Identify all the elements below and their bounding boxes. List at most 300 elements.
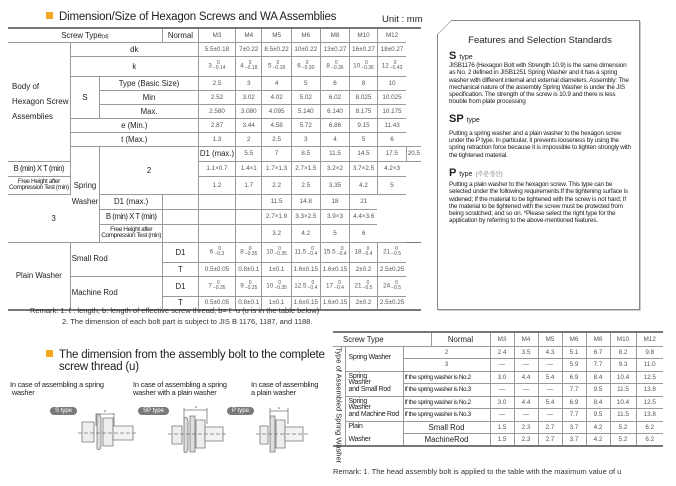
folded-corner-icon [437, 20, 451, 34]
tol-cell [198, 276, 235, 296]
tol-nominal: 8 [326, 62, 330, 70]
cell: 4.3 [538, 346, 562, 359]
s-type-heading: S type [449, 50, 473, 62]
tol-cell [291, 56, 320, 76]
cell: — [490, 359, 514, 372]
cell: 4.02 [262, 90, 291, 104]
cell [198, 224, 235, 242]
size-header: M12 [636, 332, 663, 346]
tol-cell [350, 56, 378, 76]
cell: 4.58 [262, 118, 291, 132]
cell: 2.5±0.25 [377, 262, 406, 276]
cell: 5.1 [562, 346, 586, 359]
cell: 11.5 [320, 146, 349, 161]
sp-type-bolt-icon [168, 408, 228, 453]
size-header: M8 [586, 332, 610, 346]
cell: 3.7 [562, 421, 586, 434]
header-row [8, 28, 421, 42]
cell: 4.2×3 [377, 161, 406, 176]
cell: 7.7 [562, 384, 586, 397]
u-header-row [333, 332, 663, 346]
features-title: Features and Selection Standards [468, 35, 612, 46]
row-plain-small-d1 [8, 242, 421, 262]
cell: 9.5 [586, 384, 610, 397]
tol-nominal: 10 [266, 248, 274, 256]
cell: 5.2 [610, 421, 636, 434]
tol-cell [262, 56, 291, 76]
size-header: M3 [490, 332, 514, 346]
cell: 13.8 [636, 384, 663, 397]
cell: — [514, 409, 538, 422]
label-t: T [163, 262, 199, 276]
u-side-label: Type of Assembled Spring Washer [334, 346, 344, 463]
cell: 8.025 [350, 90, 378, 104]
tol-cell [198, 56, 235, 76]
cell: 2.5 [198, 76, 235, 90]
tol-cell [320, 242, 349, 262]
label-s-min: Min [100, 90, 199, 104]
cell: 10.175 [377, 104, 406, 118]
tol-limits: 0 −0.18 [244, 60, 258, 71]
size-header: M3 [198, 28, 235, 42]
label-s: S [70, 76, 100, 118]
cell: — [490, 409, 514, 422]
u-small-rod: Small Rod [403, 421, 490, 434]
tol-cell [320, 276, 349, 296]
label-s-type: Type (Basic Size) [100, 76, 199, 90]
cell: 1.6±0.15 [320, 262, 349, 276]
cell: 3.0 [490, 371, 514, 384]
size-header: M5 [262, 28, 291, 42]
cell: 1.2 [198, 176, 235, 194]
label-free-height: Free Height after Compression Test (min) [8, 176, 70, 194]
cell: 8.2 [610, 346, 636, 359]
cell: 14.8 [291, 194, 320, 209]
label-d1: D1 (max.) [198, 146, 235, 161]
size-header: M6 [291, 28, 320, 42]
cell: 10.025 [377, 90, 406, 104]
tol-cell [262, 242, 291, 262]
u-normal-header: Normal [431, 332, 490, 346]
tol-nominal: 11.5 [294, 248, 307, 256]
label-d1: D1 [163, 276, 199, 296]
tol-nominal: 7 [208, 282, 212, 290]
tol-nominal: 6 [297, 62, 301, 70]
cell: 3.7×2.5 [350, 161, 378, 176]
cell: 6 [350, 224, 378, 242]
cell: 4 [320, 132, 349, 146]
cell [198, 209, 235, 224]
u-screw-type-header: Screw Type [333, 332, 431, 346]
cell: 8.4 [586, 396, 610, 409]
cell: 6.2 [636, 421, 663, 434]
tol-limits: 0 −0.4 [336, 246, 347, 257]
cell: 11.0 [636, 359, 663, 372]
cell [163, 209, 199, 224]
cell: — [514, 384, 538, 397]
tol-nominal: 8 [240, 248, 244, 256]
section-title-u: The dimension from the assembly bolt to the complete screw thread (u) [46, 349, 325, 373]
cell: 16±0.27 [350, 42, 378, 56]
cell: 5 [291, 76, 320, 90]
tol-nominal: 24 [383, 282, 391, 290]
cell: 2.52 [198, 90, 235, 104]
u-mark: u [195, 404, 198, 409]
cell: 9.15 [350, 118, 378, 132]
sp-type-heading: SP type [449, 112, 480, 125]
cell: 4 [262, 76, 291, 90]
cell: 4.4 [514, 371, 538, 384]
cell [236, 209, 262, 224]
label-d1: D1 [163, 242, 199, 262]
tol-cell [198, 242, 235, 262]
cell: 5.4 [538, 371, 562, 384]
tol-limits: 0 −0.4 [334, 280, 344, 291]
u-row [333, 421, 663, 434]
u-row [333, 396, 663, 409]
tol-nominal: 10 [266, 282, 274, 290]
s-type-text: JISB1176 (Hexagon Bolt with Strength 10.9) is the same dimension as No. 2 defined in JISB1251 Spring Washer and it has a spring washer with different internal and external diameters. Assembly: The mechanical nature of the assembly Spring Washer is under the JIS specification. The strength of the screw is 10.9 and there is less trouble from plate processing [449, 62, 629, 106]
cell [163, 224, 199, 242]
u-condition: If the spring washer is No.2 [403, 371, 490, 384]
tol-nominal: 6 [209, 248, 214, 256]
section-title-text: Dimension/Size of Hexagon Screws and WA Assemblies [59, 11, 337, 23]
tol-limits: 0 −0.5 [391, 246, 401, 257]
cell: 1.7 [236, 176, 262, 194]
row-k [8, 56, 421, 76]
cell: 1.6±0.15 [291, 262, 320, 276]
tol-cell [236, 242, 262, 262]
cell: 5.140 [291, 104, 320, 118]
tol-cell [377, 242, 406, 262]
u-row [333, 346, 663, 359]
cell: 7.7 [586, 359, 610, 372]
tol-limits: 0 −0.36 [361, 60, 374, 71]
p-type-heading: P type (주문생산) [449, 166, 503, 179]
u-sw-machine-label: Spring Washer and Machine Rod [345, 396, 403, 421]
cell [236, 194, 262, 209]
cell: 5.4 [538, 396, 562, 409]
tol-cell [291, 276, 320, 296]
p-type-text: Putting a plain washer to the hexagon screw. This type can be selected under the following requirements:If the tightening surface is widened; If the material to be tightened with the screw is not hard; If the material to be tightened with the screw must be protected from being scratched; and so on. *Please select the right type for the application by referring to the above-mentioned features. [449, 180, 628, 225]
cell: 2.7 [538, 434, 562, 447]
tol-limits: 0 −0.35 [212, 280, 226, 291]
normal-header: Normal [163, 28, 199, 42]
remark-1: Remark: 1. ℓ : length, b: length of effective screw thread, b= ℓ -u (u is in the table below) [30, 306, 320, 315]
cell: 6.2 [636, 434, 663, 447]
cell: 3.02 [236, 90, 262, 104]
label-bt: B (min) X T (min) [100, 209, 163, 224]
features-panel [437, 20, 640, 310]
row-spring3-d1 [8, 194, 421, 209]
bolt-diagrams [0, 380, 330, 460]
cell: 5 [377, 176, 406, 194]
tol-limits: 0 −0.4 [307, 246, 318, 257]
cell: 10.4 [610, 396, 636, 409]
group-body-of-hexagon: Body of Hexagon Screw Assemblies [8, 42, 70, 161]
cell: 1.4×1 [236, 161, 262, 176]
size-header: M8 [320, 28, 349, 42]
u-mark: u [278, 405, 281, 410]
tol-nominal: 17 [326, 282, 334, 290]
tol-cell [377, 56, 406, 76]
cell: 2.4 [490, 346, 514, 359]
label-s-max: Max. [100, 104, 199, 118]
cell: 0.5±0.05 [198, 262, 235, 276]
cell: 3 [291, 132, 320, 146]
tol-nominal: 21 [383, 248, 391, 256]
pill-s-type: S type [50, 407, 77, 415]
cell: 2.7×1.9 [262, 209, 291, 224]
tol-limits: 0 −0.35 [244, 280, 258, 291]
cell: 13±0.27 [320, 42, 349, 56]
cell: 12.5 [636, 396, 663, 409]
cell: 2.3 [514, 434, 538, 447]
pill-sp-type: SP type [138, 407, 169, 415]
cell: 10.4 [610, 371, 636, 384]
tol-nominal: 18 [354, 248, 362, 256]
dimension-table [8, 27, 421, 311]
cell [236, 224, 262, 242]
spring-no-2: 2 [100, 146, 199, 194]
label-d1: D1 (max.) [100, 194, 163, 209]
cell: 12.5 [636, 371, 663, 384]
cell: 0.5±0.05 [198, 296, 235, 310]
size-header: M5 [538, 332, 562, 346]
cell: 2.580 [198, 104, 235, 118]
tol-limits: 0 −0.36 [330, 60, 344, 71]
cell: 7.7 [562, 409, 586, 422]
label-e-min: e (Min.) [70, 118, 198, 132]
tol-cell [377, 276, 406, 296]
cell: 18±0.27 [377, 42, 406, 56]
cell: 4.095 [262, 104, 291, 118]
caption-s: In case of assembling a spring washer [10, 380, 104, 397]
cell: 9.3 [610, 359, 636, 372]
cell: — [538, 359, 562, 372]
cell: 3.35 [320, 176, 349, 194]
cell: 6.9 [562, 371, 586, 384]
cell: — [514, 359, 538, 372]
cell: 6.86 [320, 118, 349, 132]
label-small-rod: Small Rod [70, 242, 162, 276]
cell: 1.7×1.3 [262, 161, 291, 176]
tol-limits: 0 −0.18 [272, 60, 286, 71]
u-spring-washer-label: Spring Washer [345, 346, 403, 371]
cell: 3.7 [562, 434, 586, 447]
label-dk: dk [70, 42, 198, 56]
row-spring2-d1 [8, 146, 421, 161]
tol-nominal: 4 [240, 62, 244, 70]
cell: 4.2 [586, 421, 610, 434]
group-plain-washer: Plain Washer [8, 242, 70, 310]
cell: 10 [377, 76, 406, 90]
label-bt: B (min) X T (min) [8, 161, 70, 176]
cell: 8.4 [586, 371, 610, 384]
cell: 10±0.22 [291, 42, 320, 56]
tol-nominal: 15.5 [323, 248, 336, 256]
cell: 2 [236, 132, 262, 146]
cell: 1.6±0.15 [320, 296, 349, 310]
cell: 4.2 [291, 224, 320, 242]
tol-limits: 0 −0.35 [244, 246, 258, 257]
cell: 4.4×3.6 [350, 209, 378, 224]
s-type-bolt-icon [78, 413, 138, 450]
tol-limits: 0 −0.4 [362, 246, 373, 257]
caption-sp: In case of assembling a spring washer with a plain washer [133, 380, 227, 397]
cell: 2.5 [262, 132, 291, 146]
cell: 4.2 [350, 176, 378, 194]
cell: 6 [320, 76, 349, 90]
tol-cell [320, 56, 349, 76]
u-mark: u [104, 408, 107, 413]
cell: 11.43 [377, 118, 406, 132]
tol-cell [350, 242, 378, 262]
tol-cell [262, 276, 291, 296]
cell: 3.2×2 [320, 161, 349, 176]
u-remark: Remark: 1. The head assembly bolt is applied to the table with the maximum value of u [333, 467, 622, 476]
cell: 1±0.1 [262, 296, 291, 310]
u-no: 3 [403, 359, 490, 372]
cell: 0.8±0.1 [236, 296, 262, 310]
cell: 2.87 [198, 118, 235, 132]
tol-limits: 0 −0.14 [212, 60, 226, 71]
tol-nominal: 10 [353, 62, 361, 70]
row-plain-machine-d1 [8, 276, 421, 296]
p-type-bolt-icon [256, 408, 310, 452]
sp-type-text: Putting a spring washer and a plain washer to the hexagon screw under the P type. In particular, it prevents looseness by using the spring retraction force because it is impossible to tighten strongly with the tightened material. [449, 129, 631, 159]
tol-limits: 0 −0.4 [307, 280, 318, 291]
cell: 8 [350, 76, 378, 90]
cell [198, 194, 235, 209]
cell: 3.080 [236, 104, 262, 118]
cell: 2.5±0.25 [377, 296, 406, 310]
size-header: M12 [377, 28, 406, 42]
cell: 20.5 [406, 146, 421, 161]
cell: 3.2 [262, 224, 291, 242]
tol-limits: 0 −0.3 [214, 246, 225, 257]
u-machine-rod: MachineRod [403, 434, 490, 447]
cell: 5.2 [610, 434, 636, 447]
cell: 2.7×1.5 [291, 161, 320, 176]
cell: 2±0.2 [350, 296, 378, 310]
assembly-diagrams [0, 380, 330, 460]
cell: 6.9 [562, 396, 586, 409]
cell: 11.5 [610, 384, 636, 397]
cell: 17.5 [377, 146, 406, 161]
cell: — [538, 384, 562, 397]
size-header: M10 [610, 332, 636, 346]
cell: 5.72 [291, 118, 320, 132]
u-condition: If the spring washer is No.3 [403, 409, 490, 422]
tol-limits: 0 −0.5 [391, 280, 401, 291]
row-s-type [8, 76, 421, 90]
cell: 18 [320, 194, 349, 209]
cell: 5.5 [236, 146, 262, 161]
cell: 1±0.1 [262, 262, 291, 276]
cell: — [538, 409, 562, 422]
label-t: T [163, 296, 199, 310]
cell: 0.8±0.1 [236, 262, 262, 276]
u-plain-washer-label: Plain Washer [345, 421, 403, 446]
size-header: M4 [514, 332, 538, 346]
tol-cell [236, 56, 262, 76]
tol-cell [350, 276, 378, 296]
cell: 2±0.2 [350, 262, 378, 276]
screw-type-header: Screw Type(d) [8, 28, 163, 42]
tol-limits: 0 −0.5 [362, 280, 373, 291]
pill-p-type: P type [227, 407, 254, 415]
tol-nominal: 12.5 [294, 282, 307, 290]
cell: 3.5 [514, 346, 538, 359]
cell: 1.6±0.15 [291, 296, 320, 310]
cell: — [490, 384, 514, 397]
cell: 7 [262, 146, 291, 161]
cell: 5 [320, 224, 349, 242]
cell: 13.8 [636, 409, 663, 422]
cell [163, 194, 199, 209]
size-header: M6 [562, 332, 586, 346]
cell: 2.2 [262, 176, 291, 194]
caption-p: In case of assembling a plain washer [251, 380, 319, 397]
cell: 1.1×0.7 [198, 161, 235, 176]
cell: 5.02 [291, 90, 320, 104]
cell: 1.5 [490, 434, 514, 447]
row-spring2-bt [8, 161, 421, 176]
u-dimension-table [333, 331, 663, 463]
cell: 3 [236, 76, 262, 90]
label-t-max: t (Max.) [70, 132, 198, 146]
u-condition: If the spring washer is No.2 [403, 396, 490, 409]
cell: 1.3 [198, 132, 235, 146]
cell: 5.5±0.18 [198, 42, 235, 56]
cell: 3.9×3 [320, 209, 349, 224]
u-sw-small-label: Spring Washer and Small Rod [345, 371, 403, 396]
row-spring2-fh [8, 176, 421, 194]
section-title-dimension [46, 11, 336, 23]
group-spring-washer: Spring Washer [70, 146, 100, 242]
cell: 9.8 [636, 346, 663, 359]
orange-square-icon [46, 12, 53, 19]
tol-limits: 0 −0.35 [274, 280, 287, 291]
tol-nominal: 5 [268, 62, 272, 70]
row-dk [8, 42, 421, 56]
row-e-min [8, 118, 421, 132]
cell: 6.140 [320, 104, 349, 118]
label-free-height: Free Height after Compression Test (min) [100, 224, 163, 242]
cell: 2.3 [514, 421, 538, 434]
orange-square-icon [46, 350, 53, 357]
size-header: M4 [236, 28, 262, 42]
cell: 3.44 [236, 118, 262, 132]
cell: 8.175 [350, 104, 378, 118]
remark-2: 2. The dimension of each bolt part is subject to JIS B 1176, 1187, and 1188. [62, 317, 313, 326]
spring-no-3: 3 [8, 194, 100, 242]
cell: 4.4 [514, 396, 538, 409]
size-header: M10 [350, 28, 378, 42]
tol-cell [236, 276, 262, 296]
cell: 3.0 [490, 396, 514, 409]
label-k: k [70, 56, 198, 76]
tol-nominal: 21 [354, 282, 362, 290]
cell: 2.7 [538, 421, 562, 434]
cell: 21 [350, 194, 378, 209]
cell: 3.3×2.5 [291, 209, 320, 224]
row-t-max [8, 132, 421, 146]
cell: 11.5 [262, 194, 291, 209]
u-row [333, 371, 663, 384]
cell: 8.5±0.22 [262, 42, 291, 56]
